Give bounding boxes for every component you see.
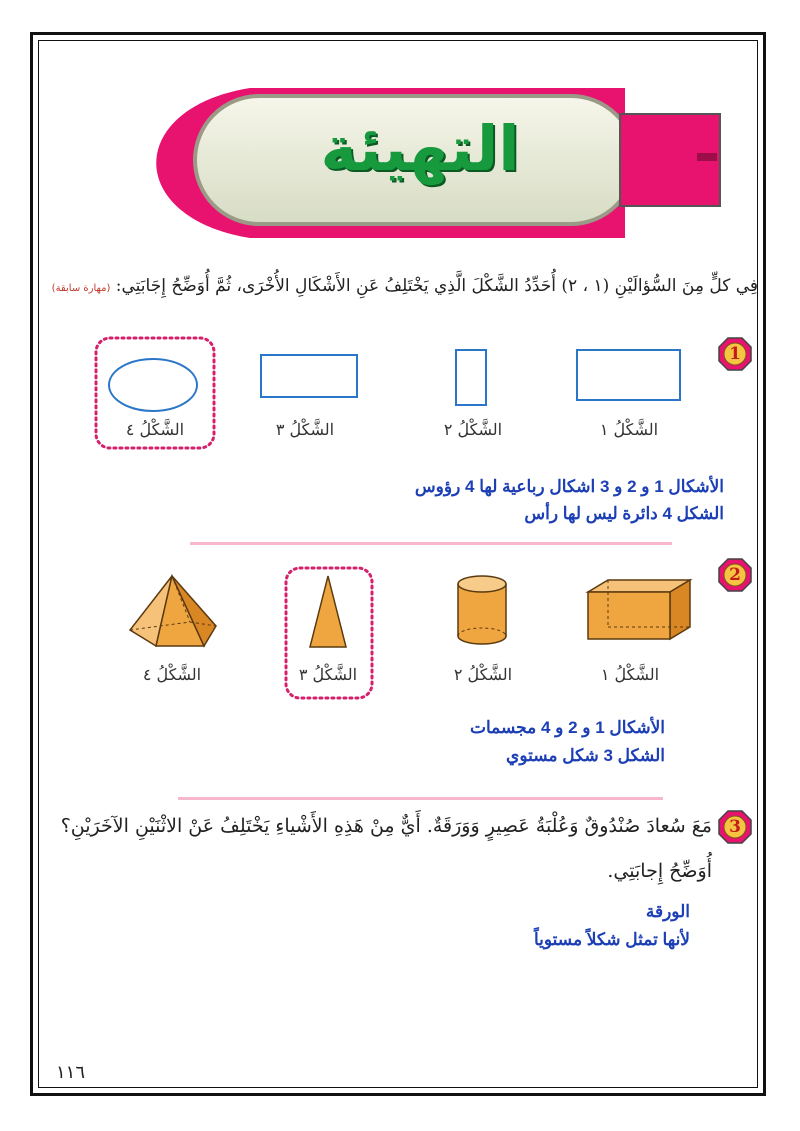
q1-answer-line-2: الشكل 4 دائرة ليس لها رأس [524, 504, 724, 523]
q3-text-line-1: مَعَ سُعادَ صُنْدُوقٌ وَعُلْبَةُ عَصِيرٍ وَوَرَقَةٌ. أَيٌّ مِنْ هَذِهِ الأَشْياءِ يَخْتَلِفُ عَنْ الاثْنَيْنِ الآخَرَيْنِ؟ [60, 815, 712, 837]
instruction-text [38, 276, 758, 296]
q3-answer-line-2: لأنها تمثل شكلاً مستوياً [533, 930, 690, 949]
q1-label-shape-1: الشَّكْلُ ١ [599, 420, 659, 439]
page-title: التهيئة [320, 112, 520, 185]
question-2-number-wrap [718, 558, 752, 592]
q3-text-line-2: أُوَضِّحُ إِجابَتِي. [607, 860, 712, 882]
question-2-figures [120, 562, 710, 712]
q1-label-shape-4: الشَّكْلُ ٤ [125, 420, 185, 439]
q2-label-solid-1: الشَّكْلُ ١ [600, 665, 660, 684]
page-number: ١١٦ [56, 1062, 86, 1083]
q2-label-solid-2: الشَّكْلُ ٢ [453, 665, 513, 684]
question-3-number: 3 [729, 817, 741, 837]
solid-1-prism [588, 580, 690, 639]
question-1-number: 1 [729, 344, 741, 364]
q2-answer-line-1: الأشكال 1 و 2 و 4 مجسمات [469, 718, 665, 737]
q1-label-shape-2: الشَّكْلُ ٢ [443, 420, 503, 439]
shape-4-ellipse [109, 359, 197, 411]
q2-label-solid-3: الشَّكْلُ ٣ [298, 665, 358, 684]
q3-answer-line-1: الورقة [645, 902, 690, 921]
q2-answer-line-2: الشكل 3 شكل مستوي [506, 746, 665, 765]
question-3-number-wrap [718, 810, 752, 844]
shape-2-rectangle [456, 350, 486, 405]
question-2-number: 2 [729, 565, 741, 585]
q2-label-solid-4: الشَّكْلُ ٤ [142, 665, 202, 684]
question-1-number-wrap [718, 337, 752, 371]
instruction-main: فِي كلٍّ مِنَ السُّؤالَيْنِ (١ ، ٢) أُحَدِّدُ الشَّكْلَ الَّذِي يَخْتَلِفُ عَنِ الأَشْكَالِ الأُخْرَى، ثُمَّ أُوَضِّحُ إِجَابَتِي: [115, 276, 758, 296]
q1-answer-line-1: الأشكال 1 و 2 و 3 اشكال رباعية لها 4 رؤوس [414, 477, 724, 496]
solid-4-pyramid [130, 576, 216, 646]
shape-3-rectangle [261, 355, 357, 397]
shape-1-rectangle [577, 350, 680, 400]
section-divider-2 [178, 797, 663, 800]
solid-2-cylinder [458, 576, 506, 644]
section-divider-1 [190, 542, 672, 545]
q1-label-shape-3: الشَّكْلُ ٣ [275, 420, 335, 439]
skill-tag: (مهارة سابقة) [51, 283, 111, 294]
